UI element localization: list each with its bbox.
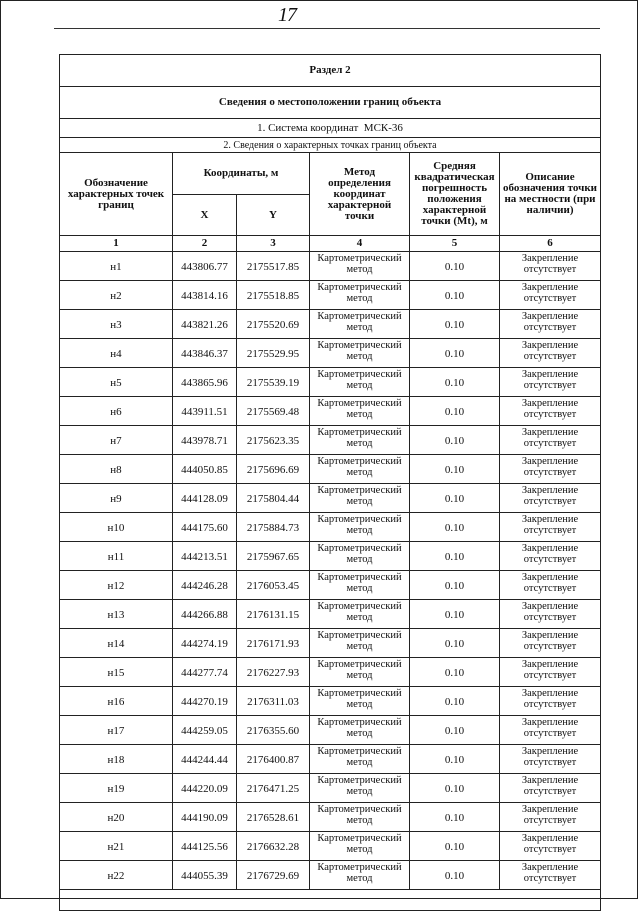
point-id: н11 xyxy=(60,542,173,571)
coord-y: 2175884.73 xyxy=(237,513,310,542)
point-description: Закрепление отсутствует xyxy=(500,513,601,542)
coordinate-system-label: 1. Система координат xyxy=(257,121,359,134)
method: Картометрический метод xyxy=(310,832,410,861)
coord-x: 443978.71 xyxy=(173,426,237,455)
table-row xyxy=(60,745,601,774)
col-header-x: X xyxy=(173,195,237,236)
coord-x: 443806.77 xyxy=(173,252,237,281)
coord-y: 2176729.69 xyxy=(237,861,310,890)
point-id: н4 xyxy=(60,339,173,368)
point-id: н16 xyxy=(60,687,173,716)
point-description: Закрепление отсутствует xyxy=(500,281,601,310)
col-header-error: Средняя квадратическая погрешность положения характерной точки (Mt), м xyxy=(410,153,500,236)
point-description: Закрепление отсутствует xyxy=(500,339,601,368)
error-value: 0.10 xyxy=(410,339,500,368)
coord-y: 2176528.61 xyxy=(237,803,310,832)
column-number: 5 xyxy=(410,236,500,252)
point-id: н1 xyxy=(60,252,173,281)
column-number: 2 xyxy=(173,236,237,252)
point-id: н7 xyxy=(60,426,173,455)
coord-y: 2175518.85 xyxy=(237,281,310,310)
section-row xyxy=(60,55,601,87)
coord-x: 444259.05 xyxy=(173,716,237,745)
column-number: 4 xyxy=(310,236,410,252)
coord-x: 444175.60 xyxy=(173,513,237,542)
method: Картометрический метод xyxy=(310,658,410,687)
table-row xyxy=(60,339,601,368)
error-value: 0.10 xyxy=(410,687,500,716)
column-number: 3 xyxy=(237,236,310,252)
coord-y: 2176171.93 xyxy=(237,629,310,658)
point-id: н8 xyxy=(60,455,173,484)
method: Картометрический метод xyxy=(310,629,410,658)
coord-x: 444213.51 xyxy=(173,542,237,571)
point-description: Закрепление отсутствует xyxy=(500,252,601,281)
table-row xyxy=(60,426,601,455)
method: Картометрический метод xyxy=(310,571,410,600)
coord-x: 444220.09 xyxy=(173,774,237,803)
error-value: 0.10 xyxy=(410,281,500,310)
method: Картометрический метод xyxy=(310,745,410,774)
coord-y: 2175520.69 xyxy=(237,310,310,339)
coord-x: 444190.09 xyxy=(173,803,237,832)
point-description: Закрепление отсутствует xyxy=(500,658,601,687)
coord-x: 443814.16 xyxy=(173,281,237,310)
table-row xyxy=(60,861,601,890)
point-description: Закрепление отсутствует xyxy=(500,832,601,861)
method: Картометрический метод xyxy=(310,687,410,716)
table-row xyxy=(60,455,601,484)
error-value: 0.10 xyxy=(410,368,500,397)
coord-y: 2175569.48 xyxy=(237,397,310,426)
coord-y: 2176311.03 xyxy=(237,687,310,716)
table-row xyxy=(60,774,601,803)
table-row xyxy=(60,252,601,281)
error-value: 0.10 xyxy=(410,310,500,339)
method: Картометрический метод xyxy=(310,861,410,890)
method: Картометрический метод xyxy=(310,281,410,310)
method: Картометрический метод xyxy=(310,368,410,397)
coord-y: 2176471.25 xyxy=(237,774,310,803)
error-value: 0.10 xyxy=(410,252,500,281)
point-id: н2 xyxy=(60,281,173,310)
coord-y: 2175539.19 xyxy=(237,368,310,397)
point-id: н21 xyxy=(60,832,173,861)
coordinate-system-row xyxy=(60,119,601,138)
point-description: Закрепление отсутствует xyxy=(500,861,601,890)
points-subtitle: 2. Сведения о характерных точках границ объекта xyxy=(60,138,601,153)
coord-y: 2176227.93 xyxy=(237,658,310,687)
point-description: Закрепление отсутствует xyxy=(500,426,601,455)
point-id: н12 xyxy=(60,571,173,600)
coord-x: 443865.96 xyxy=(173,368,237,397)
point-id: н19 xyxy=(60,774,173,803)
method: Картометрический метод xyxy=(310,455,410,484)
coord-y: 2175804.44 xyxy=(237,484,310,513)
coord-y: 2176632.28 xyxy=(237,832,310,861)
points-subtitle-row xyxy=(60,138,601,153)
method: Картометрический метод xyxy=(310,397,410,426)
table-row xyxy=(60,484,601,513)
error-value: 0.10 xyxy=(410,426,500,455)
point-id: н5 xyxy=(60,368,173,397)
header-row-1 xyxy=(60,153,601,195)
coord-y: 2175517.85 xyxy=(237,252,310,281)
col-header-designation: Обозначение характерных точек границ xyxy=(60,153,173,236)
table-row xyxy=(60,397,601,426)
method: Картометрический метод xyxy=(310,252,410,281)
coord-x: 444246.28 xyxy=(173,571,237,600)
point-description: Закрепление отсутствует xyxy=(500,484,601,513)
coord-x: 443821.26 xyxy=(173,310,237,339)
column-number: 1 xyxy=(60,236,173,252)
error-value: 0.10 xyxy=(410,397,500,426)
method: Картометрический метод xyxy=(310,542,410,571)
error-value: 0.10 xyxy=(410,455,500,484)
error-value: 0.10 xyxy=(410,745,500,774)
point-id: н9 xyxy=(60,484,173,513)
point-description: Закрепление отсутствует xyxy=(500,397,601,426)
boundary-points-table xyxy=(59,54,601,911)
error-value: 0.10 xyxy=(410,571,500,600)
method: Картометрический метод xyxy=(310,339,410,368)
col-header-y: Y xyxy=(237,195,310,236)
coord-x: 444266.88 xyxy=(173,600,237,629)
point-description: Закрепление отсутствует xyxy=(500,687,601,716)
table-row xyxy=(60,368,601,397)
table-row xyxy=(60,629,601,658)
column-number: 6 xyxy=(500,236,601,252)
point-description: Закрепление отсутствует xyxy=(500,368,601,397)
error-value: 0.10 xyxy=(410,716,500,745)
table-row xyxy=(60,658,601,687)
point-description: Закрепление отсутствует xyxy=(500,542,601,571)
point-id: н20 xyxy=(60,803,173,832)
point-description: Закрепление отсутствует xyxy=(500,629,601,658)
coord-x: 443911.51 xyxy=(173,397,237,426)
coord-x: 444274.19 xyxy=(173,629,237,658)
error-value: 0.10 xyxy=(410,513,500,542)
point-id: н13 xyxy=(60,600,173,629)
point-id: н6 xyxy=(60,397,173,426)
table-row xyxy=(60,542,601,571)
error-value: 0.10 xyxy=(410,600,500,629)
coordinate-system-value: МСК-36 xyxy=(363,121,403,134)
method: Картометрический метод xyxy=(310,484,410,513)
point-id: н15 xyxy=(60,658,173,687)
coord-x: 444244.44 xyxy=(173,745,237,774)
coord-x: 444277.74 xyxy=(173,658,237,687)
error-value: 0.10 xyxy=(410,542,500,571)
point-description: Закрепление отсутствует xyxy=(500,600,601,629)
method: Картометрический метод xyxy=(310,310,410,339)
col-header-coordinates: Координаты, м xyxy=(173,153,310,195)
top-rule xyxy=(54,28,600,29)
method: Картометрический метод xyxy=(310,803,410,832)
col-header-description: Описание обозначения точки на местности (при наличии) xyxy=(500,153,601,236)
point-id: н10 xyxy=(60,513,173,542)
point-description: Закрепление отсутствует xyxy=(500,745,601,774)
coord-x: 444125.56 xyxy=(173,832,237,861)
point-description: Закрепление отсутствует xyxy=(500,803,601,832)
col-header-method: Метод определения координат характерной точки xyxy=(310,153,410,236)
coord-y: 2175967.65 xyxy=(237,542,310,571)
coord-y: 2175623.35 xyxy=(237,426,310,455)
point-description: Закрепление отсутствует xyxy=(500,716,601,745)
table-row xyxy=(60,513,601,542)
table-row xyxy=(60,832,601,861)
section-title: Раздел 2 xyxy=(60,55,601,87)
coord-x: 443846.37 xyxy=(173,339,237,368)
method: Картометрический метод xyxy=(310,600,410,629)
coord-x: 444055.39 xyxy=(173,861,237,890)
coord-y: 2176053.45 xyxy=(237,571,310,600)
method: Картометрический метод xyxy=(310,513,410,542)
point-id: н3 xyxy=(60,310,173,339)
error-value: 0.10 xyxy=(410,803,500,832)
page-number: 17 xyxy=(278,4,296,26)
method: Картометрический метод xyxy=(310,716,410,745)
coord-y: 2175696.69 xyxy=(237,455,310,484)
coord-y: 2176355.60 xyxy=(237,716,310,745)
empty-cell xyxy=(60,890,601,911)
error-value: 0.10 xyxy=(410,832,500,861)
point-id: н22 xyxy=(60,861,173,890)
point-id: н18 xyxy=(60,745,173,774)
coord-x: 444050.85 xyxy=(173,455,237,484)
point-id: н17 xyxy=(60,716,173,745)
coord-y: 2176400.87 xyxy=(237,745,310,774)
point-description: Закрепление отсутствует xyxy=(500,571,601,600)
method: Картометрический метод xyxy=(310,426,410,455)
coord-y: 2175529.95 xyxy=(237,339,310,368)
coord-x: 444128.09 xyxy=(173,484,237,513)
point-description: Закрепление отсутствует xyxy=(500,455,601,484)
error-value: 0.10 xyxy=(410,774,500,803)
point-description: Закрепление отсутствует xyxy=(500,774,601,803)
error-value: 0.10 xyxy=(410,658,500,687)
column-number-row xyxy=(60,236,601,252)
table-row xyxy=(60,687,601,716)
table-row xyxy=(60,310,601,339)
point-description: Закрепление отсутствует xyxy=(500,310,601,339)
table-row xyxy=(60,600,601,629)
table-row xyxy=(60,571,601,600)
coord-x: 444270.19 xyxy=(173,687,237,716)
coordinate-system xyxy=(60,119,601,138)
table-row xyxy=(60,281,601,310)
document-heading: Сведения о местоположении границ объекта xyxy=(60,87,601,119)
error-value: 0.10 xyxy=(410,629,500,658)
error-value: 0.10 xyxy=(410,484,500,513)
table-row xyxy=(60,803,601,832)
table-row xyxy=(60,716,601,745)
point-id: н14 xyxy=(60,629,173,658)
error-value: 0.10 xyxy=(410,861,500,890)
method: Картометрический метод xyxy=(310,774,410,803)
heading-row xyxy=(60,87,601,119)
table-tail-row xyxy=(60,890,601,911)
coord-y: 2176131.15 xyxy=(237,600,310,629)
